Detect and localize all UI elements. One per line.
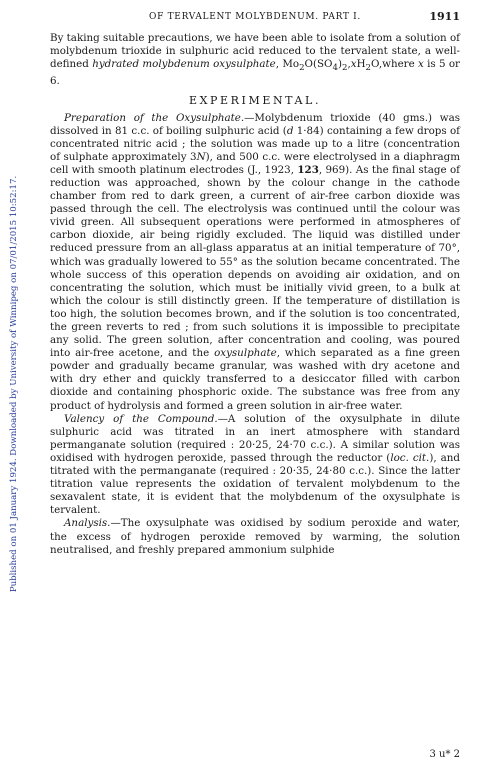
- formula-subscript: 2: [342, 63, 348, 74]
- formula-part: H: [356, 58, 366, 71]
- formula-part: O(SO: [304, 58, 333, 71]
- analysis-title: Analysis.: [64, 517, 111, 530]
- preparation-text: —Molybdenum trioxide (40 gms.) was dissolved in 81 c.c. of boiling sulphuric acid (: [50, 111, 461, 137]
- valency-text: —A solution of the oxysulphate in dilute sulphuric acid was titrated in an inert atmosphere with standard permanganate solution (required : 20·25, 24·70 c.c.). A similar solution was oxidised with hydrogen peroxide, passed through the reductor (: [50, 412, 460, 464]
- preparation-text: ), and 500 c.c. were electrolysed in a diaphragm cell with smooth platinum electrodes (J., 1923,: [50, 150, 460, 176]
- analysis-text: —The oxysulphate was oxidised by sodium peroxide and water, the excess of hydrogen peroxide removed by warming, the solution neutralised, and freshly prepared ammonium sulphide: [50, 517, 460, 556]
- formula-part: ): [337, 58, 342, 71]
- download-watermark-text: Published on 01 January 1924. Downloaded by University of Winnipeg on 07/01/2015 10:52:17.: [9, 175, 19, 593]
- formula-subscript: 2: [365, 63, 372, 74]
- intro-compound-name: hydrated molybdenum oxysulphate: [92, 58, 276, 71]
- section-heading-experimental: EXPERIMENTAL.: [188, 94, 322, 108]
- running-title: OF TERVALENT MOLYBDENUM. PART I.: [149, 12, 361, 22]
- running-header: [50, 10, 460, 26]
- page-number: 1911: [429, 10, 460, 23]
- download-watermark: [0, 0, 32, 768]
- preparation-text: , which separated as a fine green powder and gradually became granular, was washed with dry acetone and with dry ether and quickly transferred to a desiccator filled with carbon dioxide and containing phosphoric oxide. The substance was free from any product of hydrolysis and formed a green solution in air-free water.: [50, 347, 460, 412]
- normality-symbol: N: [196, 150, 206, 163]
- formula-part: ,: [347, 58, 351, 71]
- preparation-text: 1·84) containing a few drops of concentrated nitric acid ; the solution was made up to a litre (concentration of sulphate approximately 3: [50, 124, 460, 163]
- intro-text: is 5 or 6.: [50, 58, 460, 88]
- article-body: [50, 32, 460, 557]
- signature-mark: 3 u* 2: [429, 749, 460, 760]
- formula-subscript: 2: [299, 63, 305, 74]
- valency-text: ), and titrated with the permanganate (required : 20·35, 24·80 c.c.). Since the latter titration value represents the oxidation of tervalent molybdenum to the sexavalent state, it is evident that the molybdenum of the oxysulphate is tervalent.: [50, 451, 460, 517]
- citation-abbrev: loc. cit.: [390, 451, 430, 464]
- density-symbol: d: [286, 124, 294, 137]
- valency-paragraph: [50, 413, 460, 518]
- intro-paragraph: [50, 32, 460, 88]
- preparation-paragraph: [50, 112, 460, 413]
- formula-part: O,where: [371, 58, 418, 71]
- formula-variable: x: [418, 58, 424, 71]
- formula-part: , Mo: [275, 58, 300, 71]
- valency-title: Valency of the Compound.: [64, 412, 218, 425]
- oxysulphate-term: oxysulphate: [214, 347, 277, 360]
- journal-volume: 123: [297, 163, 319, 176]
- preparation-text: , 969). As the final stage of reduction was approached, shown by the colour change in the cathode chamber from red to dark green, a current of air-free carbon dioxide was passed through the cell. The electrolysis was continued until the colour was vivid green. All subsequent operations were performed in atmospheres of carbon dioxide, air being rigidly excluded. The liquid was distilled under reduced pressure from an all-glass apparatus at an initial temperature of 70°, which was gradually lowered to 55° as the solution became concentrated. The whole success of this operation depends on avoiding air oxidation, and on concentrating the solution, which must be initially vivid green, to a bulk at which the colour is still distinctly green. If the temperature of distillation is too high, the solution becomes brown, and if the solution is too concentrated, the green reverts to red ; from such solutions it is impossible to precipitate any solid. The green solution, after concentration and cooling, was poured into air-free acetone, and the: [50, 163, 460, 360]
- preparation-title: Preparation of the Oxysulphate.: [64, 111, 245, 124]
- intro-text: By taking suitable precautions, we have been able to isolate from a solution of molybdenum trioxide in sulphuric acid reduced to the tervalent state, a well-defined: [50, 32, 460, 71]
- analysis-paragraph: [50, 517, 460, 556]
- formula-subscript: 4: [332, 63, 338, 74]
- formula-variable: x: [350, 58, 357, 71]
